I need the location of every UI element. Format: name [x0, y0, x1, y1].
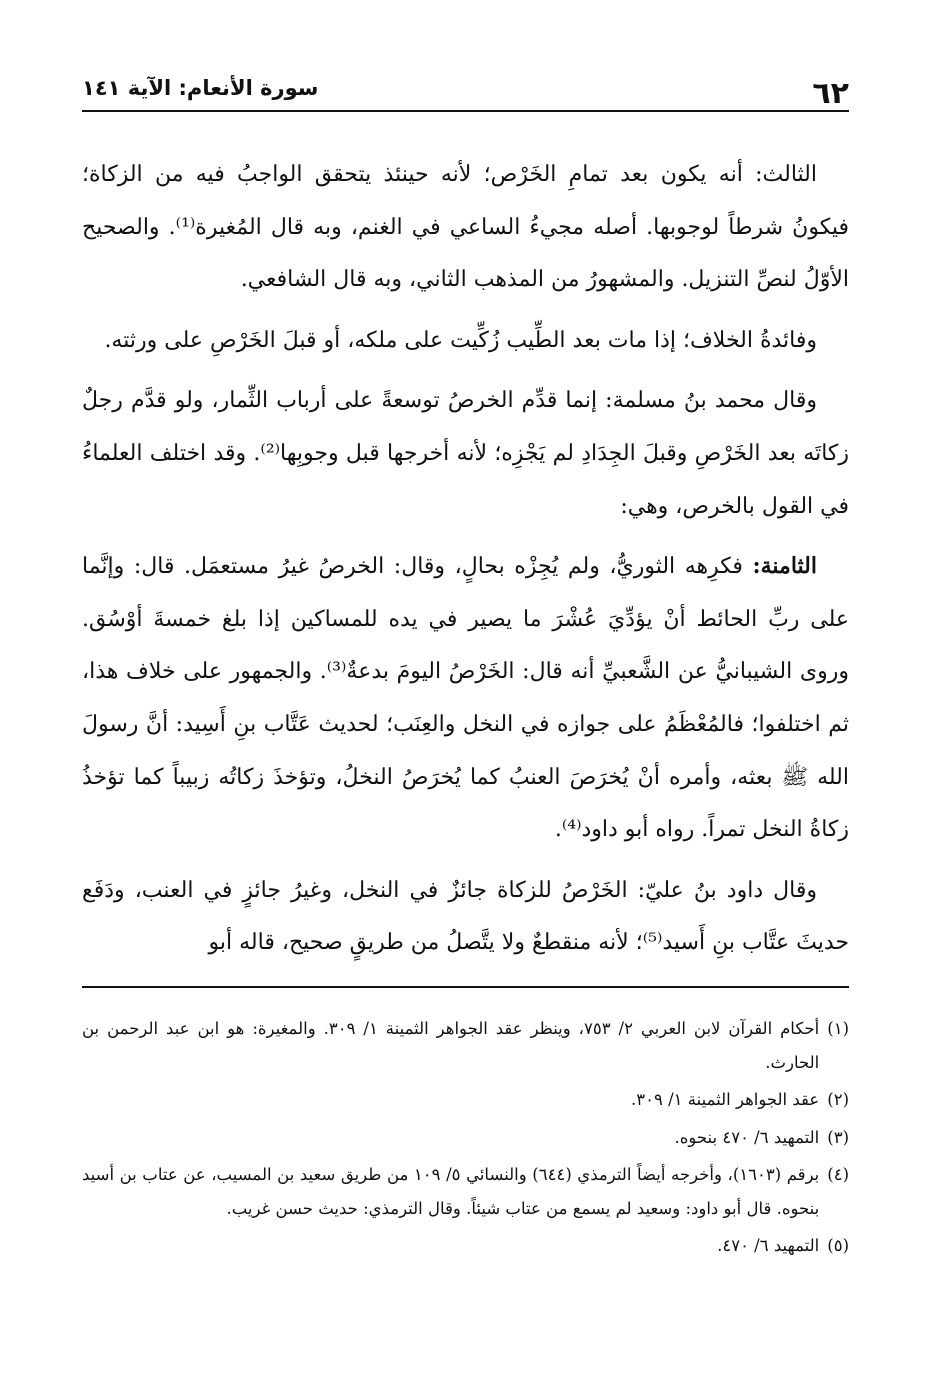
footnote-marker: (٤): [827, 1165, 849, 1184]
main-text: [82, 148, 849, 977]
footnote-divider: [82, 986, 849, 988]
footnote: [82, 1229, 849, 1263]
paragraph: [82, 540, 849, 857]
footnotes: [82, 1012, 849, 1267]
page-number: ٦٢: [812, 76, 849, 111]
paragraph: [82, 148, 849, 307]
paragraph: [82, 314, 849, 368]
paragraph-text: الثالث: أنه يكون بعد تمامِ الخَرْص؛ لأنه حينئذ يتحقق الواجبُ فيه من الزكاة؛ فيكونُ شرطاً لوجوبها. أصله مجيءُ الساعي في الغنم، وبه قال المُغيرة⁽¹⁾. والصحيح الأوّلُ لنصِّ التنزيل. والمشهورُ من المذهب الثاني، وبه قال الشافعي.: [82, 162, 850, 293]
footnote-text: برقم (١٦٠٣)، وأخرجه أيضاً الترمذي (٦٤٤) والنسائي ٥/ ١٠٩ من طريق سعيد بن المسيب، عن عتاب بن أسيد بنحوه. قال أبو داود: وسعيد لم يسمع من عتاب شيئاً. وقال الترمذي: حديث حسن غريب.: [82, 1165, 820, 1218]
footnote-marker: (١): [827, 1019, 849, 1038]
paragraph: [82, 374, 849, 533]
footnote: [82, 1121, 849, 1155]
footnote-text: عقد الجواهر الثمينة ١/ ٣٠٩.: [631, 1090, 820, 1109]
paragraph: [82, 864, 849, 970]
paragraph-lead: الثامنة:: [752, 553, 817, 580]
footnote-marker: (٣): [827, 1127, 849, 1147]
paragraph-text: وقال داود بنُ عليّ: الخَرْصُ للزكاة جائزٌ في النخل، وغيرُ جائزٍ في العنب، ودَفَع حديثَ عتَّاب بنِ أَسيد⁽⁵⁾؛ لأنه منقطعٌ ولا يتَّصلُ من طريقٍ صحيح، قاله أبو: [82, 877, 849, 956]
footnote-text: أحكام القرآن لابن العربي ٢/ ٧٥٣، وينظر عقد الجواهر الثمينة ١/ ٣٠٩. والمغيرة: هو ابن عبد الرحمن بن الحارث.: [82, 1019, 820, 1072]
footnote: [82, 1012, 849, 1079]
footnote-text: التمهيد ٦/ ٤٧٠ بنحوه.: [674, 1127, 820, 1147]
paragraph-text: فكرِهه الثوريُّ، ولم يُجِزْه بحالٍ، وقال: الخرصُ غيرُ مستعمَل. قال: وإنَّما على ربِّ الحائط أنْ يؤدِّيَ عُشْرَ ما يصير في يده للمساكين إذا بلغ خمسةَ أوْسُق. وروى الشيبانيُّ عن الشَّعبيِّ أنه قال: الخَرْصُ اليومَ بدعةٌ⁽³⁾. والجمهور على خلاف هذا، ثم اختلفوا؛ فالمُعْظَمُ على جوازه في النخل والعِنَب؛ لحديث عَتَّاب بنِ أَسِيد: أنَّ رسولَ الله ﷺ بعثه، وأمره أنْ يُخرَصَ العنبُ كما يُخرَصُ النخلُ، وتؤخذَ زكاتُه زبيباً كما تؤخذُ زكاةُ النخل تمراً. رواه أبو داود⁽⁴⁾.: [82, 554, 849, 843]
paragraph-text: وقال محمد بنُ مسلمة: إنما قدِّم الخرصُ توسعةً على أرباب الثِّمار، ولو قدَّم رجلٌ زكاتَه بعد الخَرْصِ وقبلَ الجِدَادِ لم يَجْزِه؛ لأنه أخرجها قبل وجوبِها⁽²⁾. وقد اختلف العلماءُ في القول بالخرص، وهي:: [82, 388, 850, 519]
footnote: [82, 1158, 849, 1225]
page-header: [82, 72, 849, 112]
footnote-text: التمهيد ٦/ ٤٧٠.: [717, 1236, 820, 1255]
footnote: [82, 1083, 849, 1117]
paragraph-text: وفائدةُ الخلاف؛ إذا مات بعد الطِّيب زُكِّيت على ملكه، أو قبلَ الخَرْصِ على ورثته.: [104, 327, 817, 353]
footnote-marker: (٥): [827, 1236, 849, 1255]
running-title: سورة الأنعام: الآية ١٤١: [82, 76, 319, 100]
footnote-marker: (٢): [827, 1090, 849, 1109]
